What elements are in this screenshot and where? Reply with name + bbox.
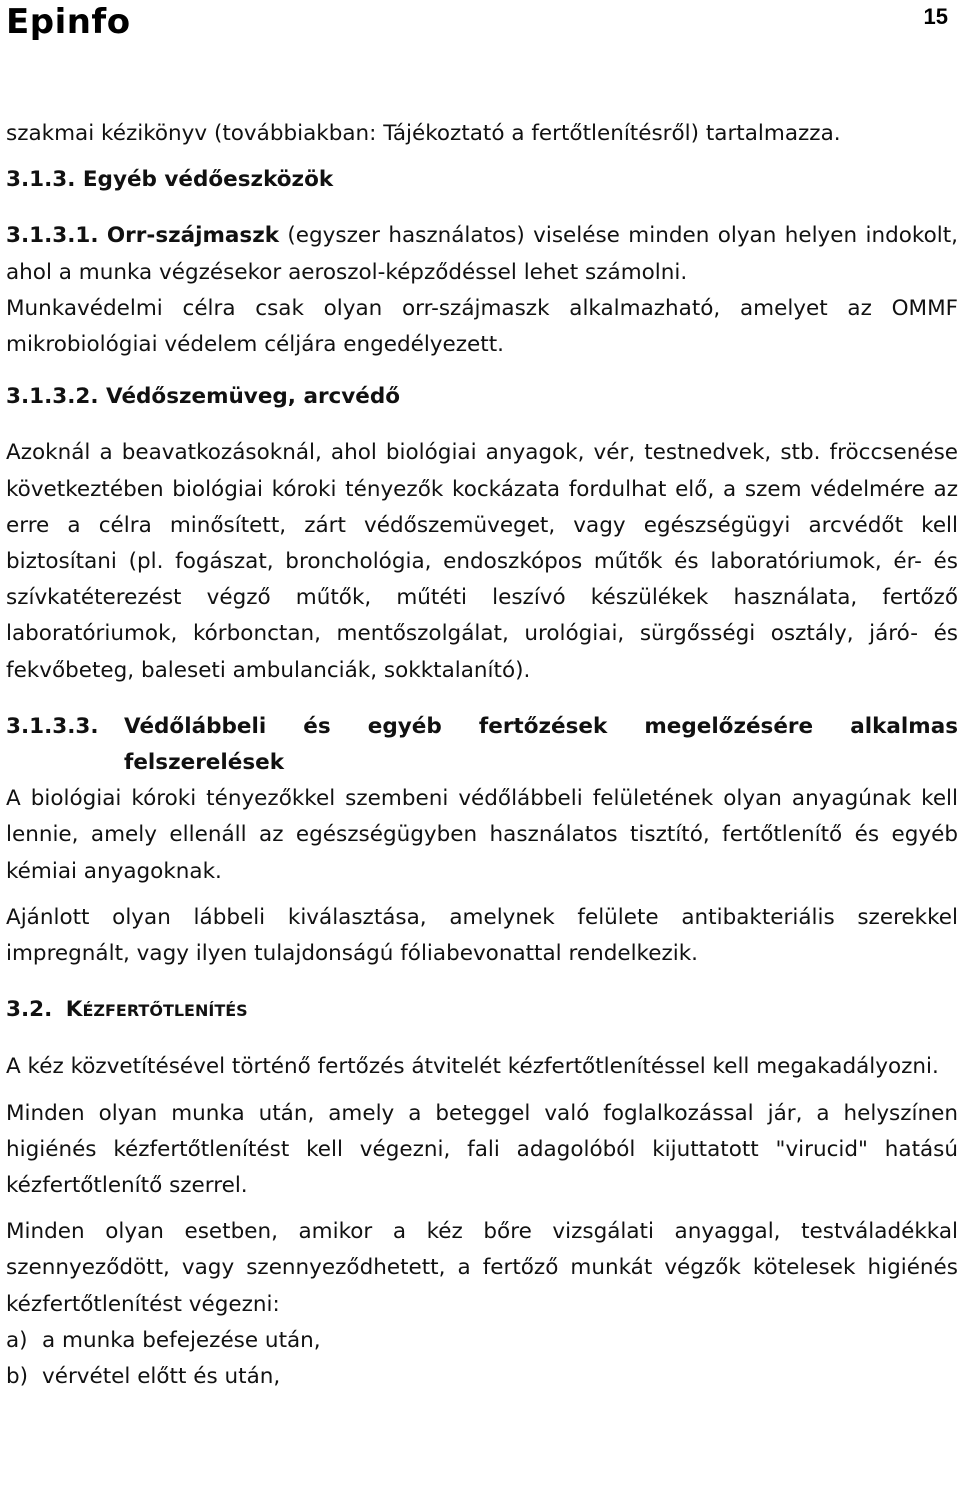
hand-paragraph-2: Minden olyan munka után, amely a beteggel való foglalkozással jár, a helyszínen higiénés kézfertőtlenítést kell végezni, fali adagolóból kijuttatott "virucid" hatású kézfertőtlenítő szerrel. xyxy=(6,1100,958,1199)
footwear-paragraph-2: Ajánlott olyan lábbeli kiválasztása, amelynek felülete antibakteriális szerekkel impregnált, vagy ilyen tulajdonságú fóliabevonattal rendelkezik. xyxy=(6,904,958,967)
intro-paragraph: szakmai kézikönyv (továbbiakban: Tájékoztató a fertőtlenítésről) tartalmazza. xyxy=(6,121,841,146)
list-item xyxy=(6,1323,958,1359)
section-3-1-3-1-number: 3.1.3.1. xyxy=(6,223,99,249)
section-3-1-3-heading: 3.1.3. Egyéb védőeszközök xyxy=(6,167,334,193)
list-item-label: a) xyxy=(6,1327,28,1353)
list-item-label: b) xyxy=(6,1364,29,1390)
page-number: 15 xyxy=(923,4,948,29)
mask-note-paragraph: Munkavédelmi célra csak olyan orr-szájmaszk alkalmazható, amelyet az OMMF mikrobiológiai védelem céljára engedélyezett. xyxy=(6,295,958,358)
page-header xyxy=(0,0,960,60)
section-3-1-3-1-paragraph xyxy=(6,218,958,290)
list-item xyxy=(6,1359,958,1395)
section-3-2-number: 3.2. xyxy=(6,997,53,1023)
document-body xyxy=(6,116,958,1395)
section-3-2-title-rest: ÉZFERTŐTLENÍTÉS xyxy=(82,1001,248,1021)
hand-paragraph-3: Minden olyan esetben, amikor a kéz bőre vizsgálati anyaggal, testváladékkal szennyeződött, vagy szennyeződhetett, a fertőző munkát végzők kötelesek higiénés kézfertőtlenítést végezni: xyxy=(6,1219,958,1317)
section-3-1-3-2-heading: 3.1.3.2. Védőszemüveg, arcvédő xyxy=(6,384,401,410)
section-3-1-3-3-title: Védőlábbeli és egyéb fertőzések megelőzésére alkalmas felszerelések xyxy=(124,713,958,776)
hand-paragraph-1: A kéz közvetítésével történő fertőzés átvitelét kézfertőtlenítéssel kell megakadályozni. xyxy=(6,1054,939,1080)
goggles-paragraph: Azoknál a beavatkozásoknál, ahol biológiai anyagok, vér, testnedvek, stb. fröccsenése következtében biológiai kóroki tényezők kockázata fordulhat elő, a szem védelmére az erre a célra minősített, zárt védőszemüveget, vagy egészségügyi arcvédőt kell biztosítani (pl. fogászat, bronchológia, endoszkópos műtők és laboratóriumok, ér- és szívkatéterezést végző műtők, műtéti leszívó készülékek használata, fertőző laboratóriumok, kórbonctan, mentőszolgálat, urológiai, sürgősségi osztály, járó- és fekvőbeteg, baleseti ambulanciák, sokktalanító). xyxy=(6,440,958,683)
footwear-paragraph-1: A biológiai kóroki tényezőkkel szembeni védőlábbeli felületének olyan anyagúnak kell lennie, amely ellenáll az egészségügyben használatos tisztító, fertőtlenítő és egyéb kémiai anyagoknak. xyxy=(6,786,958,884)
section-3-2-heading xyxy=(6,992,958,1029)
epinfo-logo: Epinfo xyxy=(6,2,131,42)
section-3-1-3-3-number: 3.1.3.3. xyxy=(6,713,99,739)
section-3-1-3-3-heading xyxy=(6,709,958,781)
list-item-text: a munka befejezése után, xyxy=(42,1327,321,1353)
section-3-1-3-1-lead: Orr-szájmaszk xyxy=(106,223,280,249)
list-item-text: vérvétel előtt és után, xyxy=(42,1364,281,1390)
section-3-2-title-first: K xyxy=(65,997,83,1023)
section-3-1-3-1-text: (egyszer használatos) viselése minden olyan helyen indokolt, ahol a munka végzésekor aeroszol-képződéssel lehet számolni. xyxy=(6,223,958,285)
